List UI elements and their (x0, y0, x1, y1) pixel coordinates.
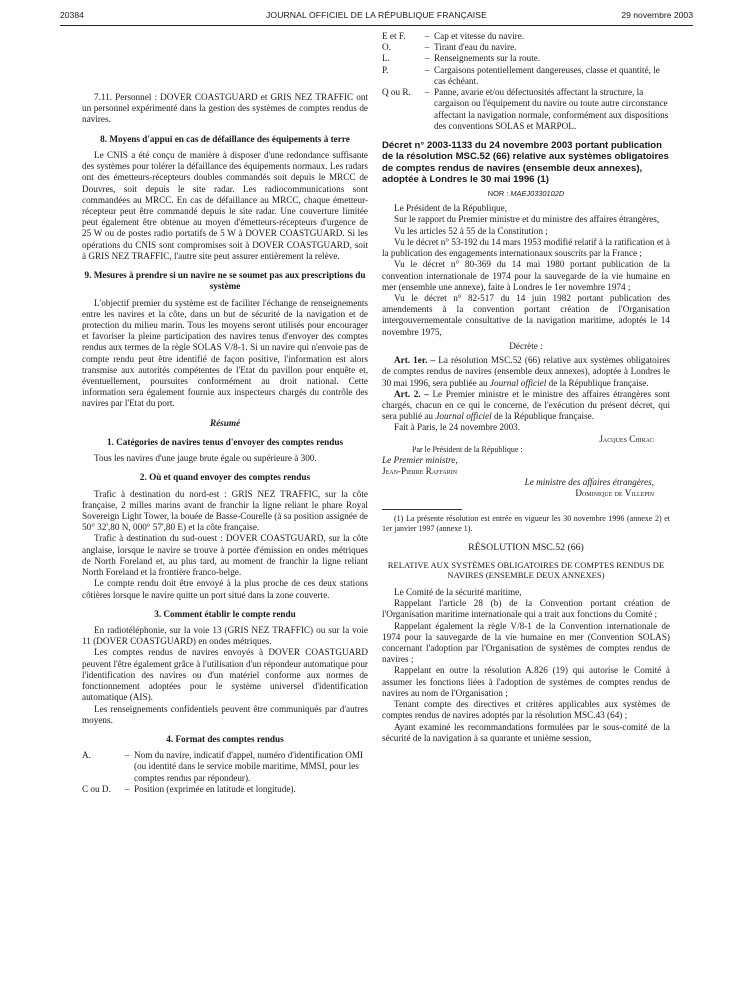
resolution-para-6: Ayant examiné les recommandations formulées par le sous-comité de la sécurité de la navigation à sa quarante et unième session, (382, 721, 670, 743)
format-code: C ou D. (82, 783, 111, 794)
format-text: Cap et vitesse du navire. (434, 31, 525, 41)
format-code: L. (382, 53, 390, 64)
footnote: (1) La présente résolution est entrée en vigueur les 30 novembre 1996 (annexe 2) et 1er janvier 1997 (annexe 1). (382, 514, 670, 534)
format-list-right (382, 31, 670, 132)
nor-code: MAEJ0330102D (510, 189, 565, 199)
resolution-para-4: Rappelant en outre la résolution A.826 (19) qui autorise le Comité à assumer les fonctions liées à l'adoption de systèmes de comptes rendus de navires au nom de l'Organisation ; (382, 665, 670, 698)
issue-date: 29 novembre 2003 (621, 10, 693, 20)
resolution-para-5: Tenant compte des directives et critères applicables aux systèmes de comptes rendus de navires adoptés par la résolution MSC.43 (64) ; (382, 699, 670, 721)
format-dash: – (424, 53, 430, 64)
format-dash: – (424, 42, 430, 53)
journal-officiel-ref: Journal officiel (489, 377, 547, 388)
resolution-para-2: Rappelant l'article 28 (b) de la Convention portant création de l'Organisation maritime internationale qui a trait aux fonctions du Comité ; (382, 598, 670, 620)
format-code: A. (82, 750, 91, 761)
article-1-label: Art. 1er. – (394, 355, 436, 366)
personnel-paragraph: 7.11. Personnel : DOVER COASTGUARD et GRIS NEZ TRAFFIC ont un personnel expérimenté dans la gestion des systèmes de comptes rendus de navires. (82, 92, 368, 125)
section-4-title: 4. Format des comptes rendus (166, 733, 284, 744)
vu-4: Vu le décret n° 82-517 du 14 juin 1982 portant publication des amendements à la convention portant création de l'Organisation intergouvernementale consultative de la navigation maritime, adoptés le 14 novembre 1975, (382, 293, 670, 337)
article-2-label: Art. 2. – (394, 388, 429, 399)
article-2-text-a: Le Premier ministre et le ministre des affaires étrangères sont chargés, chacun en ce qui le concerne, de l'exécution du présent décret, qui sera publié au (382, 388, 670, 422)
section-3-paragraph-2: Les comptes rendus de navires envoyés à DOVER COASTGUARD peuvent l'être également grâce à l'utilisation d'un répondeur automatique pour l'identification des navires ou d'un matériel conforme aux normes de fonctionnement adoptées pour le système universel d'identification automatique (AIS). (82, 647, 368, 703)
nor-label: NOR : (487, 189, 509, 199)
vu-3: Vu le décret n° 80-369 du 14 mai 1980 portant publication de la convention internationale de 1974 pour la sauvegarde de la vie humaine en mer (ensemble une annexe), faite à Londres le 1er novembre 1974 ; (382, 259, 670, 292)
format-dash: – (424, 64, 430, 75)
section-2-title: 2. Où et quand envoyer des comptes rendus (139, 472, 311, 483)
resolution-subtitle: RELATIVE AUX SYSTÈMES OBLIGATOIRES DE COMPTES RENDUS DE NAVIRES (ENSEMBLE DEUX ANNEXES) (387, 559, 665, 581)
vu-1: Vu les articles 52 à 55 de la Constitution ; (394, 225, 548, 236)
resolution-title: RÉSOLUTION MSC.52 (66) (468, 541, 584, 553)
minister-name: Dominique de Villepin (575, 488, 654, 499)
format-text: Renseignements sur la route. (434, 53, 541, 64)
signature-president: Jacques Chirac (599, 433, 654, 444)
nor-reference (382, 189, 670, 198)
article-1 (382, 355, 670, 389)
article-2-text-b: de la République française. (494, 411, 595, 422)
article-1-text-b: de la République française. (548, 377, 649, 388)
section-9-title: 9. Mesures à prendre si un navire ne se soumet pas aux prescriptions du système (84, 270, 366, 292)
header-rule (60, 25, 693, 26)
decree-title: Décret n° 2003-1133 du 24 novembre 2003 portant publication de la résolution MSC.52 (66) relative aux systèmes obligatoires de comptes rendus de navires (ensemble deux annexes), adoptée à Londres le 30 mai 1996 (1) (382, 139, 669, 185)
format-dash: – (124, 750, 130, 761)
section-8-paragraph: Le CNIS a été conçu de manière à disposer d'une redondance suffisante des systèmes pour tolérer la défaillance des équipements normaux. Les radars ont des émetteurs-récepteurs doubles commandés soit depuis le MRCC de Douvres, soit depuis le site radar. Les radiocommunications sont commandées au MRCC. En cas de défaillance au MRCC, chaque émetteur-récepteur peut être commandé depuis le site radar. Une couverture limitée peut également être obtenue au moyen d'émetteurs-récepteurs d'urgence de 25 W ou de postes radio portatifs de 5 W à DOVER COASTGUARD. Si les opérations du CNIS sont compromises soit à DOVER COASTGUARD, soit à GRIS NEZ TRAFFIC, l'autre site peut assurer entièrement la relève. (82, 149, 368, 261)
format-code: O. (382, 42, 391, 53)
section-1-paragraph: Tous les navires d'une jauge brute égale ou supérieure à 300. (94, 453, 317, 464)
journal-officiel-ref: Journal officiel (435, 411, 492, 422)
page-number: 20384 (60, 10, 84, 20)
section-8-title: 8. Moyens d'appui en cas de défaillance des équipements à terre (100, 133, 350, 144)
format-text: Cargaisons potentiellement dangereuses, classe et quantité, le cas échéant. (434, 64, 660, 86)
president-line: Le Président de la République, (394, 203, 508, 214)
section-3-paragraph-3: Les renseignements confidentiels peuvent être communiqués par d'autres moyens. (82, 703, 368, 725)
format-list-left (82, 750, 368, 795)
section-9-paragraph: L'objectif premier du système est de faciliter l'échange de renseignements entre les navires et la côte, dans un but de sécurité de la navigation et de protection du milieu marin. Tous les moyens seront utilisés pour encourager et favoriser la pleine participation des navires tenus d'envoyer des comptes rendus aux termes de la règle SOLAS V/8-1. Si un navire qui n'envoie pas de compte rendu peut être identifié de façon positive, l'information est alors transmise aux autorités compétentes de l'Etat du pavillon pour enquête et, éventuellement, poursuites conformément au droit national. Cette information sera également fournie aux inspecteurs chargés du contrôle des navires par l'Etat du port. (82, 297, 368, 409)
right-column (382, 31, 670, 744)
rapport-line: Sur le rapport du Premier ministre et du ministre des affaires étrangères, (394, 214, 660, 225)
page-header (60, 10, 693, 24)
journal-title: JOURNAL OFFICIEL DE LA RÉPUBLIQUE FRANÇAISE (266, 10, 487, 20)
article-2 (382, 389, 670, 423)
format-text: Tirant d'eau du navire. (434, 42, 517, 53)
format-dash: – (424, 31, 430, 41)
fait-line: Fait à Paris, le 24 novembre 2003. (394, 422, 521, 433)
section-2-paragraph-1: Trafic à destination du nord-est : GRIS NEZ TRAFFIC, sur la côte française, 2 milles marins avant de franchir la ligne reliant le phare Royal Sovereign Light Tower, la bouée de Basse-Courelle (à sa position assignée de 50° 32',80 N, 000° 57',80 E) et la côte française. (82, 488, 368, 533)
section-2-paragraph-2: Trafic à destination du sud-ouest : DOVER COASTGUARD, sur la côte anglaise, lorsque le navire se trouve à portée d'émission en ondes métriques de North Foreland et, au plus tard, au moment de franchir la ligne reliant North Foreland et la frontière franco-belge. (82, 533, 368, 578)
format-code: E et F. (382, 31, 406, 41)
decrete-heading: Décrète : (509, 340, 543, 351)
vu-2: Vu le décret n° 53-192 du 14 mars 1953 modifié relatif à la ratification et à la publication des engagements internationaux souscrits par la France ; (382, 236, 670, 259)
resolution-para-1: Le Comité de la sécurité maritime, (394, 586, 522, 597)
pm-name: Jean-Pierre Raffarin (382, 465, 458, 476)
par-le-president: Par le Président de la République : (412, 444, 523, 454)
format-text: Panne, avarie et/ou défectuosités affectant la structure, la cargaison ou l'équipement du navire ou toute autre circonstance affectant la navigation normale, conformément aux dispositions des conventions SOLAS et MARPOL. (434, 87, 669, 131)
format-text: Position (exprimée en latitude et longitude). (134, 783, 296, 794)
section-3-title: 3. Comment établir le compte rendu (154, 608, 296, 619)
section-3-paragraph-1: En radiotéléphonie, sur la voie 13 (GRIS NEZ TRAFFIC) ou sur la voie 11 (DOVER COASTGUARD) en ondes métriques. (82, 624, 368, 647)
minister-title: Le ministre des affaires étrangères, (524, 477, 654, 488)
format-code: P. (382, 64, 389, 75)
pm-title: Le Premier ministre, (382, 454, 458, 465)
resolution-para-3: Rappelant également la règle V/8-1 de la Convention internationale de 1974 pour la sauvegarde de la vie humaine en mer (Convention SOLAS) concernant l'adoption par l'Organisation de systèmes de comptes rendus de navires ; (382, 620, 670, 665)
format-dash: – (124, 783, 130, 794)
format-dash: – (424, 87, 430, 98)
article-1-text-a: La résolution MSC.52 (66) relative aux systèmes obligatoires de comptes rendus de navires (ensemble deux annexes), adoptée à Londres le 30 mai 1996, sera publiée au (382, 355, 670, 388)
resume-title: Résumé (209, 417, 241, 428)
format-text: Nom du navire, indicatif d'appel, numéro d'identification OMI (ou identité dans le service mobile maritime, MMSI, pour les comptes rendus par répondeur). (134, 750, 364, 783)
left-column (82, 92, 368, 795)
section-2-paragraph-3: Le compte rendu doit être envoyé à la plus proche de ces deux stations côtières lorsque le navire quitte un port situé dans la zone couverte. (82, 578, 368, 600)
section-1-title: 1. Catégories de navires tenus d'envoyer des comptes rendus (106, 436, 344, 447)
footnote-rule (382, 509, 462, 510)
format-code: Q ou R. (382, 87, 411, 98)
